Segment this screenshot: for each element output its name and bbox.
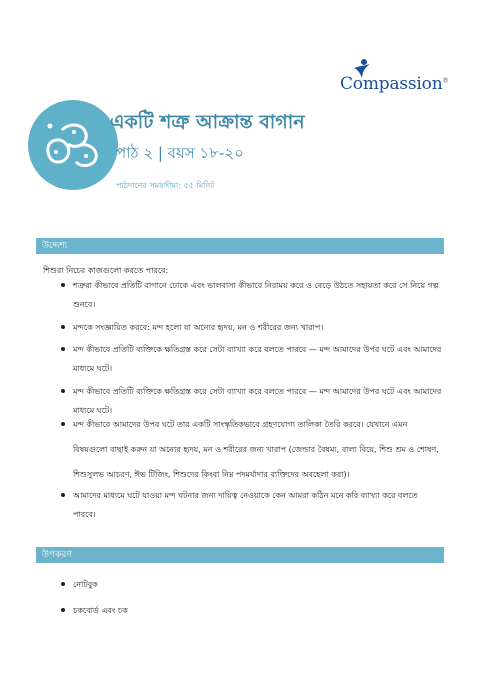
list-item bbox=[42, 340, 442, 378]
list-item bbox=[42, 575, 442, 594]
list-item-text: শত্রুরা কীভাবে প্রতিটি বাগানে ঢোকে এবং ভালবাসা কীভাবে নিরাময় করে ও বেড়ে উঠতে সহায়তা করে সে নিয়ে গল্প শুনবে। bbox=[73, 281, 439, 309]
objectives-heading: উদ্দেশ্য bbox=[36, 238, 444, 254]
bullet-icon bbox=[61, 422, 65, 426]
list-item-text: নোটবুক bbox=[73, 580, 98, 589]
list-item-text: মন্দকে সংজ্ঞায়িত করবে: মন্দ হলো যা অন্যের হৃদয়, মন ও শরীরের জন্য খারাপ। bbox=[73, 323, 324, 332]
lesson-duration: পাঠদানের সময়সীমা: ৫৫ মিনিট bbox=[116, 181, 215, 190]
logo-text: Compassion bbox=[340, 74, 443, 94]
objectives-intro: শিশুরা নিচের কাজগুলো করতে পারবে: bbox=[43, 266, 169, 275]
lesson-title: একটি শত্রু আক্রান্ত বাগান bbox=[110, 111, 305, 133]
bullet-icon bbox=[61, 325, 65, 329]
bullet-icon bbox=[61, 283, 65, 287]
lesson-icon-circle bbox=[28, 100, 118, 190]
list-item bbox=[42, 601, 442, 620]
bullet-icon bbox=[61, 582, 65, 586]
lesson-subtitle: পাঠ ২ | বয়স ১৮-২০ bbox=[116, 144, 244, 162]
bullet-icon bbox=[61, 389, 65, 393]
list-item-text: চকবোর্ড এবং চক bbox=[73, 606, 128, 615]
logo-registered-mark: ® bbox=[442, 77, 449, 85]
list-item bbox=[42, 318, 442, 337]
list-item bbox=[42, 486, 442, 524]
list-item-text: মন্দ কীভাবে প্রতিটি ব্যক্তিকে ক্ষতিগ্রস্ত করে সেটা ব্যাখ্যা করে বলতে পারবে — মন্দ আমাদের উপর ঘটে এবং আমাদের মাধ্যমে ঘটে। bbox=[73, 345, 442, 373]
list-item-text: মন্দ কীভাবে আমাদের উপর ঘটে তার একটি সাংস্কৃতিকভাবে গ্রহণযোগ্য তালিকা তৈরি করবে। যেখানে এমন বিষয়গুলো বাছাই করুন যা অন্যের হৃদয়, মন ও শরীরের জন্য খারাপ (জেন্ডার বৈষম্য, বাল্য বিয়ে, শিশু শ্রম ও শোষণ, শিশুসুলভ আচরণ, ঈভ টিজিং, শিশুদের কিংবা নিম্ন পদমর্যাদার ব্যক্তিদের অবহেলা করা)। bbox=[73, 420, 439, 479]
list-item bbox=[42, 412, 442, 487]
list-item-text: আমাদের মাধ্যমে ঘটে যাওয়া মন্দ ঘটনার জন্য দায়িত্ব নেওয়াকে কেন আমরা কঠিন মনে করি ব্যাখ্যা করে বলতে পারবে। bbox=[73, 491, 418, 519]
bullet-icon bbox=[61, 347, 65, 351]
list-item-text: মন্দ কীভাবে প্রতিটি ব্যক্তিকে ক্ষতিগ্রস্ত করে সেটা ব্যাখ্যা করে বলতে পারবে — মন্দ আমাদের উপর ঘটে এবং আমাদের মাধ্যমে ঘটে। bbox=[73, 387, 442, 415]
list-item bbox=[42, 276, 442, 314]
seeds-icon bbox=[42, 116, 104, 174]
bullet-icon bbox=[61, 608, 65, 612]
logo-wordmark bbox=[340, 74, 448, 94]
compassion-logo bbox=[340, 58, 450, 98]
materials-heading: উপকরণ bbox=[36, 547, 444, 563]
bullet-icon bbox=[61, 493, 65, 497]
